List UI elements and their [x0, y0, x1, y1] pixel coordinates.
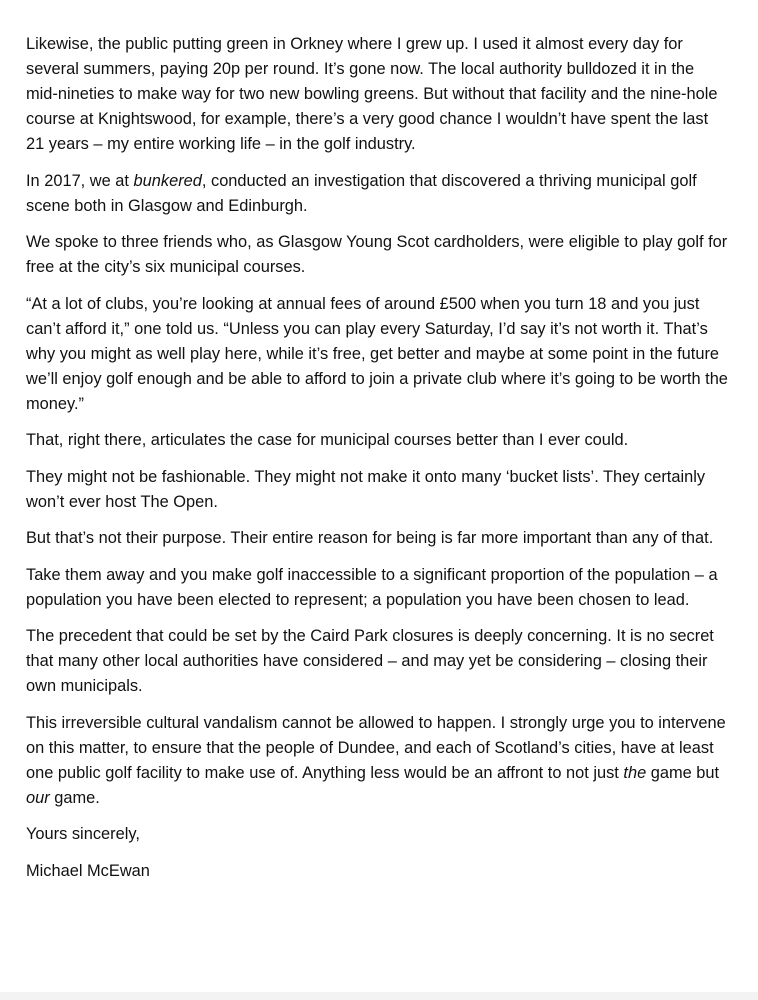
signature-name: Michael McEwan: [26, 861, 150, 880]
paragraph-purpose: But that’s not their purpose. Their entire reason for being is far more important than any of that.: [26, 529, 714, 547]
publication-name: bunkered: [133, 171, 202, 190]
paragraph-vandalism-text-end: game.: [49, 788, 100, 807]
paragraph-articulates: That, right there, articulates the case for municipal courses better than I ever could.: [26, 431, 629, 449]
signoff: Yours sincerely,: [26, 825, 140, 843]
paragraph-quote: “At a lot of clubs, you’re looking at annual fees of around £500 when you turn 18 and you just can’t afford it,” one told us. “Unless you can play every Saturday, I’d say it’s not worth it. That’s why you might as well play here, while it’s free, get better and maybe at some point in the future we’ll enjoy golf enough and be able to afford to join a private club where it’s going to be worth the money.”: [26, 294, 728, 413]
letter-body: [26, 32, 730, 895]
paragraph-investigation-text-end: , conducted an investigation that discovered a thriving municipal golf scene both in Glasgow and Edinburgh.: [26, 171, 697, 215]
paragraph-fashionable: They might not be fashionable. They might not make it onto many ‘bucket lists’. They certainly won’t ever host The Open.: [26, 467, 706, 511]
paragraph-investigation: [26, 169, 730, 219]
emphasis-our: our: [26, 788, 50, 807]
paragraph-investigation-text-start: In 2017, we at: [26, 171, 134, 190]
page-bottom-edge: [0, 992, 758, 1000]
paragraph-putting-green: Likewise, the public putting green in Orkney where I grew up. I used it almost every day for several summers, paying 20p per round. It’s gone now. The local authority bulldozed it in the mid-nineties to make way for two new bowling greens. But without that facility and the nine-hole course at Knightswood, for example, there’s a very good chance I wouldn’t have spent the last 21 years – my entire working life – in the golf industry.: [26, 35, 718, 153]
paragraph-take-away: Take them away and you make golf inaccessible to a significant proportion of the population – a population you have been elected to represent; a population you have been chosen to lead.: [26, 565, 718, 609]
paragraph-vandalism-text-start: This irreversible cultural vandalism cannot be allowed to happen. I strongly urge you to intervene on this matter, to ensure that the people of Dundee, and each of Scotland’s cities, have at least one public golf facility to make use of. Anything less would be an affront to not just: [26, 713, 726, 782]
paragraph-vandalism: [26, 711, 730, 811]
paragraph-vandalism-text-middle: game but: [646, 763, 720, 782]
emphasis-the: the: [623, 763, 647, 782]
paragraph-three-friends: We spoke to three friends who, as Glasgow Young Scot cardholders, were eligible to play golf for free at the city’s six municipal courses.: [26, 233, 728, 276]
paragraph-precedent: The precedent that could be set by the Caird Park closures is deeply concerning. It is no secret that many other local authorities have considered – and may yet be considering – closing their own municipals.: [26, 627, 714, 695]
